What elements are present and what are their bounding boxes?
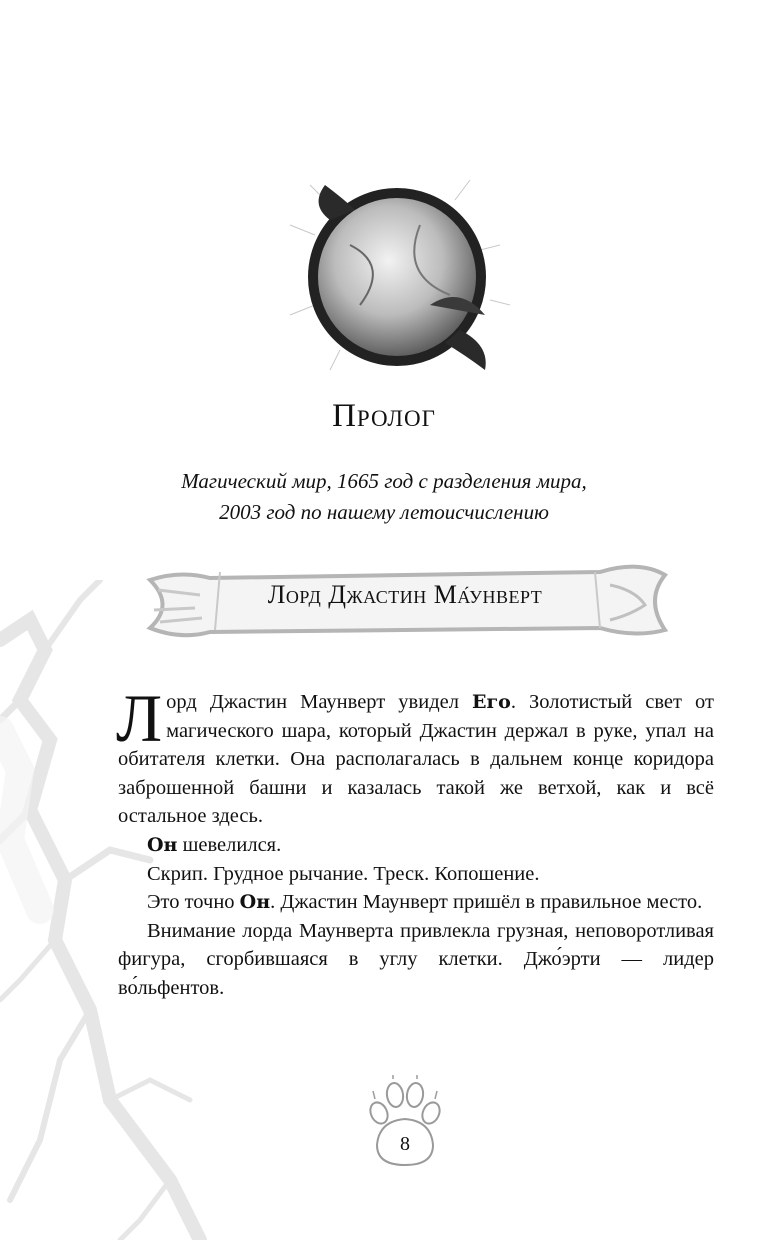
emphasis-word: Он — [239, 891, 271, 914]
banner-character-name: Лорд Джастин Ма́унверт — [267, 580, 543, 609]
paragraph-text: . Золотистый свет от магического шара, который Джастин держал в руке, упал на обитателя клетки. Она располагалась в дальнем конце коридора заброшенной башни и казалась такой же ветхой, как и всё остальное здесь. — [118, 691, 714, 828]
subtitle-line: Магический мир, 1665 год с разделения мира, — [181, 469, 587, 493]
paragraph-text: шевелился. — [177, 833, 282, 856]
paragraph — [118, 831, 714, 860]
chapter-subtitle — [0, 466, 768, 528]
paragraph — [116, 680, 714, 831]
subtitle-line: 2003 год по нашему летоисчислению — [219, 500, 549, 524]
drop-cap: Л — [116, 680, 163, 756]
paragraph-text: . Джастин Маунверт пришёл в правильное место. — [270, 891, 703, 914]
prose-body — [116, 680, 714, 1003]
paragraph — [118, 888, 714, 917]
paragraph-text: орд Джастин Маунверт увидел — [166, 691, 473, 713]
magic-orb-illustration — [270, 165, 525, 390]
emphasis-word: Его — [472, 691, 511, 713]
emphasis-word: Он — [147, 833, 178, 856]
chapter-title: Пролог — [332, 398, 436, 434]
paragraph: Скрип. Грудное рычание. Треск. Копошение. — [147, 862, 540, 885]
paragraph: Внимание лорда Маунверта привлекла грузная, неповоротливая фигура, сгорбившаяся в углу клетки. Джо́эрти — лидер во́льфентов. — [118, 919, 714, 999]
page-number: 8 — [400, 1133, 410, 1155]
paragraph-text: Это точно — [147, 891, 240, 914]
